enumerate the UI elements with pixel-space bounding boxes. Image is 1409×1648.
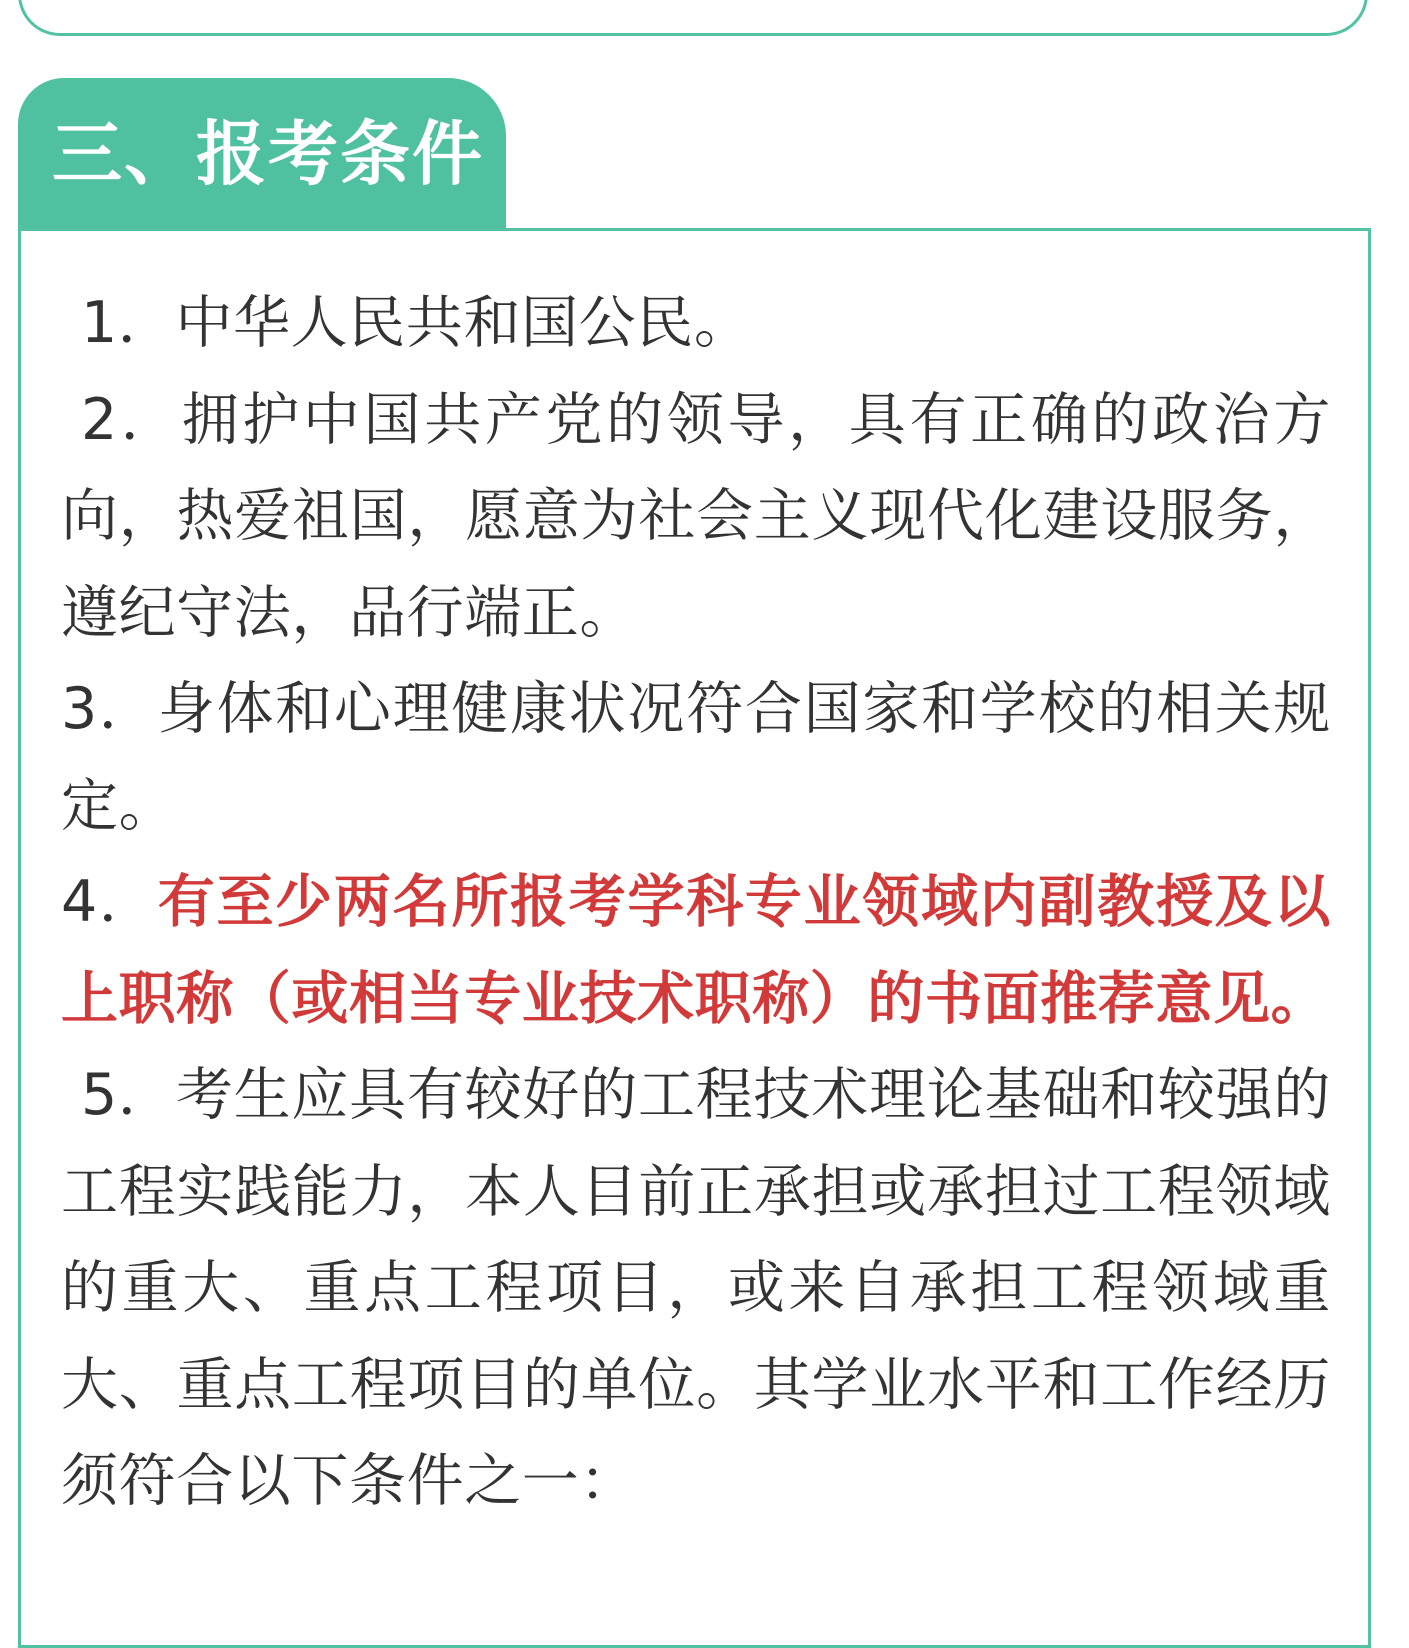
requirements-list: [61, 275, 1331, 1530]
requirement-text: 身体和心理健康状况符合国家和学校的相关规定。: [61, 676, 1332, 839]
section-header-tab: [18, 78, 506, 234]
section-title: 三、报考条件: [52, 113, 484, 195]
requirement-text: 拥护中国共产党的领导，具有正确的政治方向，热爱祖国，愿意为社会主义现代化建设服务，遵纪守法，品行端正。: [61, 386, 1331, 646]
requirement-item-5: [61, 1047, 1331, 1530]
requirement-number: 3．: [61, 676, 158, 742]
requirements-content-box: [18, 228, 1371, 1648]
requirement-item-4: [61, 854, 1331, 1047]
requirement-item-3: [61, 661, 1331, 854]
requirement-number: 4．: [61, 869, 158, 935]
requirement-number: 5．: [81, 1062, 176, 1128]
requirement-number: 1．: [81, 290, 176, 356]
requirement-number: 2．: [81, 386, 182, 453]
requirement-text: 中华人民共和国公民。: [175, 290, 752, 356]
requirement-text-highlighted: 有至少两名所报考学科专业领域内副教授及以上职称（或相当专业技术职称）的书面推荐意见。: [61, 869, 1332, 1032]
requirement-item-1: [61, 275, 1331, 372]
previous-section-card: [18, 0, 1368, 36]
requirement-text: 考生应具有较好的工程技术理论基础和较强的工程实践能力，本人目前正承担或承担过工程领域的重大、重点工程项目，或来自承担工程领域重大、重点工程项目的单位。其学业水平和工作经历须符合以下条件之一：: [61, 1062, 1332, 1514]
requirement-item-2: [61, 372, 1331, 662]
